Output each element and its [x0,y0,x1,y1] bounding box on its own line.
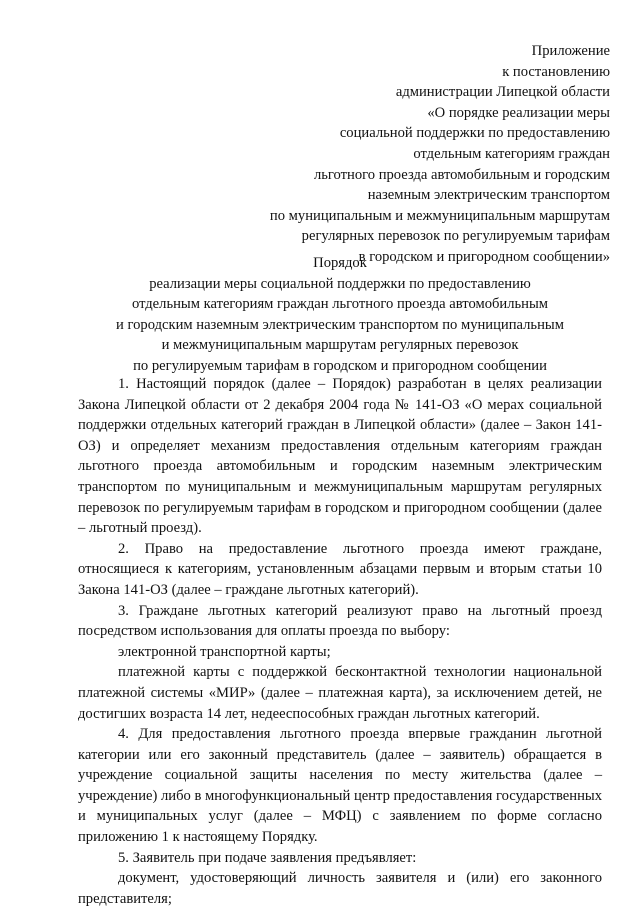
list-item-transport-card: электронной транспортной карты; [118,643,331,660]
appendix-line: по муниципальным и межмуниципальным маршрутам [269,207,610,224]
appendix-line: наземным электрическим транспортом [367,187,610,204]
appendix-line: администрации Липецкой области [395,84,610,101]
paragraph-4: 4. Для предоставления льготного проезда впервые гражданин льготной категории или его законный представитель (далее – заявитель) обращается в учреждение социальной защиты населения по месту жительства (далее – учреждение) либо в многофункциональный центр предоставления государственных и муниципальных услуг (далее – МФЦ) с заявлением по форме согласно приложению 1 к настоящему Порядку. [78,726,602,846]
title-line: реализации меры социальной поддержки по предоставлению [149,275,531,292]
appendix-line: Приложение [531,43,610,59]
appendix-line: в городском и пригородном сообщении» [358,248,610,265]
appendix-line: регулярных перевозок по регулируемым тарифам [301,228,610,245]
document-title [40,253,640,377]
title-line: отдельным категориям граждан льготного проезда автомобильным [131,296,549,313]
appendix-line: отдельным категориям граждан [413,145,610,162]
title-line: и городским наземным электрическим транспортом по муниципальным [116,316,564,333]
paragraph-2: 2. Право на предоставление льготного проезда имеют граждане, относящиеся к категориям, установленным абзацами первым и вторым статьи 10 Закона 141-ОЗ (далее – граждане льготных категорий). [78,540,602,598]
paragraph-5: 5. Заявитель при подаче заявления предъявляет: [118,849,417,866]
appendix-header [150,41,610,268]
paragraph-1: 1. Настоящий порядок (далее – Порядок) разработан в целях реализации Закона Липецкой области от 2 декабря 2004 года № 141-ОЗ «О мерах социальной поддержки отдельных категорий граждан в Липецкой области» (далее – Закон 141-ОЗ) и определяет механизм предоставления отдельным категориям граждан льготного проезда автомобильным и городским наземным электрическим транспортом по муниципальным и межмуниципальным маршрутам регулярных перевозок по регулируемым тарифам в городском и пригородном сообщении (далее – льготный проезд). [78,376,602,537]
appendix-line: социальной поддержки по предоставлению [339,125,610,142]
title-line: и межмуниципальным маршрутам регулярных перевозок [161,337,519,354]
appendix-line: льготного проезда автомобильным и городским [313,166,610,183]
list-item-payment-card: платежной карты с поддержкой бесконтактной технологии национальной платежной системы «МИР» (далее – платежная карта), за исключением детей, не достигших возраста 14 лет, недееспособных граждан льготных категорий. [78,664,602,722]
appendix-line: к постановлению [502,63,610,80]
title-line: по регулируемым тарифам в городском и пригородном сообщении [133,357,547,374]
title-heading: Порядок [313,255,367,271]
appendix-line: «О порядке реализации меры [427,104,610,121]
document-body [78,374,602,909]
list-item-identity-document: документ, удостоверяющий личность заявителя и (или) его законного представителя; [78,870,602,907]
paragraph-3: 3. Граждане льготных категорий реализуют право на льготный проезд посредством использования для оплаты проезда по выбору: [78,602,602,640]
